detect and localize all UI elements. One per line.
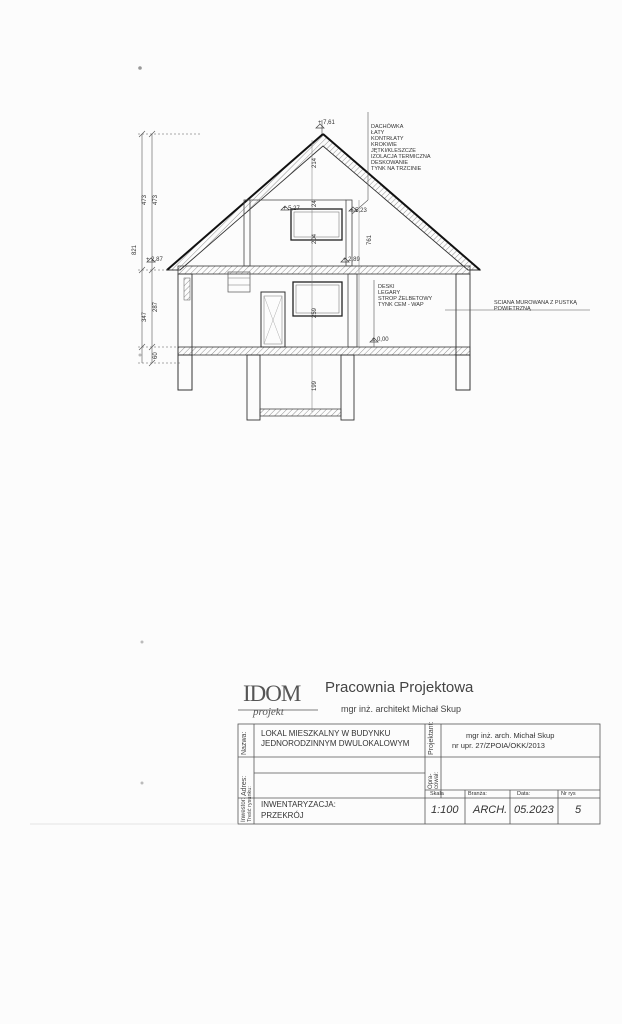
project-name-line2: JEDNORODZINNYM DWULOKALOWYM [261,739,410,748]
roof-layer: JĘTKI/KLESZCZE [371,148,416,154]
dim-collar-segment: 24 [312,200,318,207]
level-floor-right: + 2,89 [343,257,360,263]
floor-layer: DESKI [378,284,395,290]
label-scale: Skala [430,791,444,797]
roof-layer: KROKWIE [371,142,397,148]
label-branch: Branża: [468,791,487,797]
logo-main: IDOM [243,681,301,706]
level-attic-right: + 5,23 [350,208,367,214]
designer-license: nr upr. 27/ZPOIA/OKK/2013 [452,741,545,750]
dim-base: 60 [153,352,159,359]
dim-lower-inner: 287 [153,301,159,312]
level-attic-left: + 5,27 [283,206,300,212]
dim-stair-height: 761 [367,234,373,245]
label-prepared: Opra-cował: [428,771,440,789]
label-address: Adres: [241,775,248,796]
label-drawing-no: Nr rys [561,791,576,797]
dim-total-height: 821 [132,244,138,255]
logo-sub: projekt [253,706,284,718]
floor-layer: LEGARY [378,290,401,296]
dim-upper-inner: 473 [153,194,159,205]
designer-name: mgr inż. arch. Michał Skup [466,731,555,740]
scale-value: 1:100 [431,804,459,816]
level-floor-left: + 2,87 [146,257,163,263]
studio-name: Pracownia Projektowa [325,679,474,696]
label-designer: Projektant: [428,721,435,755]
branch-value: ARCH. [473,804,508,816]
roof-layer: DACHÓWKA [371,124,404,130]
dim-attic-room: 204 [312,233,318,244]
architect-line: mgr inż. architekt Michał Skup [341,704,462,714]
dim-lower-outer: 347 [142,311,148,322]
drawing-number: 5 [575,804,582,816]
wall-note: ŚCIANA MUROWANA Z PUSTKĄ POWIETRZNĄ [494,300,577,312]
roof-layer: TYNK NA TRZCINIE [371,166,422,172]
roof-layer: ŁATY [371,130,385,136]
date-value: 05.2023 [514,804,554,816]
floor-layer: TYNK CEM - WAP [378,302,424,308]
floor-layer: STROP ŻELBETOWY [378,296,433,302]
dim-upper-outer: 473 [142,194,148,205]
drawing-content-line2: PRZEKRÓJ [261,811,304,820]
dim-cellar: 199 [312,380,318,391]
project-name-line1: LOKAL MIESZKALNY W BUDYNKU [261,729,391,738]
roof-layer: KONTRŁATY [371,136,404,142]
level-ridge: + 7,61 [318,120,335,126]
drawing-content-line1: INWENTARYZACJA: [261,800,336,809]
label-name: Nazwa: [241,731,248,755]
dim-ridge-segment: 214 [312,157,318,168]
level-ground: ± 0,00 [372,337,389,343]
label-date: Data: [517,791,531,797]
label-investor: Inwestor: [241,797,247,822]
roof-layer: IZOLACJA TERMICZNA [371,154,431,160]
roof-layer: DESKOWANIE [371,160,409,166]
dim-room-height: 259 [312,307,318,318]
label-content: Treść rysunku: [247,786,253,822]
